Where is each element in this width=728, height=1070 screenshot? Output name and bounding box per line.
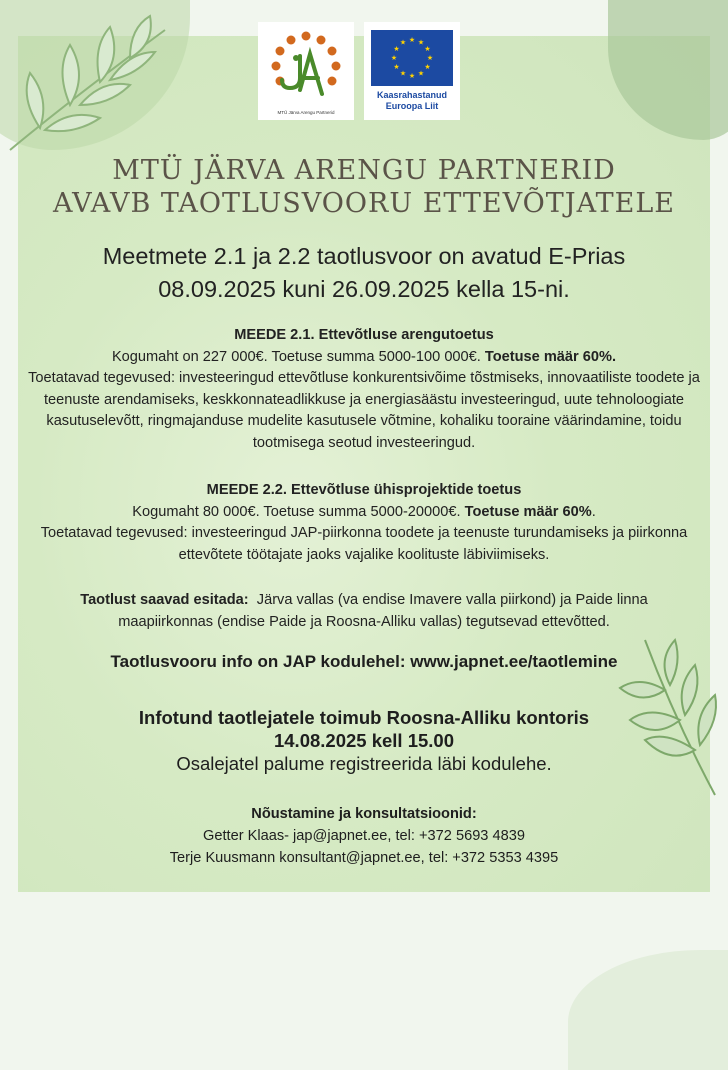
applicants-section	[20, 590, 708, 633]
infotund-line1: Infotund taotlejatele toimub Roosna-Alliku kontoris	[138, 707, 590, 728]
headline-line1: Meetmete 2.1 ja 2.2 taotlusvoor on avatud E-Prias	[102, 243, 626, 269]
svg-text:★: ★	[393, 45, 400, 53]
headline	[0, 240, 728, 306]
eu-flag-icon	[371, 30, 453, 86]
measure-22-section	[20, 480, 708, 566]
svg-text:★: ★	[399, 69, 407, 78]
leaf-branch-icon	[0, 10, 180, 160]
eu-caption	[377, 90, 447, 112]
measure-22-heading: MEEDE 2.2. Ettevõtluse ühisprojektide toetus	[206, 482, 522, 498]
infotund-section	[20, 706, 708, 775]
measure-21-activities: Toetatavad tegevused: investeeringud ettevõtluse konkurentsivõime tõstmiseks, innovaatiliste toodete ja teenuste arendamiseks, keskkonnateadlikkuse ja energiasäästu investeeringud, uute tehnoloogiate kasutuselevõtt, ringmajanduse mudelite kasutusele võtmine, kohaliku tooraine väärindamine, toidu tootmisega seotud investeeringud.	[28, 370, 700, 451]
svg-text:★: ★	[393, 63, 400, 71]
measure-22-amounts: Kogumaht 80 000€. Toetuse summa 5000-20000€.	[132, 503, 461, 520]
jap-emblem-icon	[266, 28, 346, 108]
measure-22-rate-suffix: .	[591, 503, 596, 520]
svg-text:★: ★	[408, 72, 416, 80]
infotund-line2: 14.08.2025 kell 15.00	[273, 730, 455, 751]
contacts-section	[20, 803, 708, 869]
jap-logo-caption: MTÜ Järva Arengu Partnerid	[277, 109, 335, 115]
svg-text:★: ★	[390, 54, 398, 62]
title-line2: AVAVB TAOTLUSVOORU ETTEVÕTJATELE	[52, 188, 676, 219]
jap-logo	[258, 22, 354, 120]
eu-caption-line2: Euroopa Liit	[385, 101, 439, 111]
svg-text:★: ★	[399, 38, 407, 47]
applicants-label: Taotlust saavad esitada:	[80, 592, 249, 608]
measure-22-activities: Toetatavad tegevused: investeeringud JAP-piirkonna toodete ja teenuste turundamiseks ja piirkonna ettevõtete töötajate jaoks vajalike koolituste läbiviimiseks.	[40, 525, 688, 563]
measure-22-rate: Toetuse määr 60%	[464, 503, 592, 520]
logo-row	[258, 22, 460, 120]
svg-text:★: ★	[417, 69, 425, 78]
info-link[interactable]: Taotlusvooru info on JAP kodulehel: www.japnet.ee/taotlemine	[110, 652, 618, 671]
eu-logo	[364, 22, 460, 120]
svg-text:★: ★	[417, 38, 425, 47]
contact-person-2: Terje Kuusmann konsultant@japnet.ee, tel: +372 5353 4395	[169, 850, 559, 866]
svg-text:★: ★	[424, 63, 431, 71]
measure-21-rate: Toetuse määr 60%.	[484, 348, 617, 365]
svg-text:★: ★	[424, 45, 431, 53]
applicants-text: Järva vallas (va endise Imavere valla piirkond) ja Paide linna maapiirkonnas (endise Paide ja Roosna-Alliku vallas) tegutsevad ettevõtted.	[118, 592, 648, 630]
svg-text:★: ★	[408, 36, 416, 44]
decor-blob-bottom-right	[568, 950, 728, 1070]
measure-21-heading: MEEDE 2.1. Ettevõtluse arengutoetus	[234, 327, 494, 343]
measure-21-amounts: Kogumaht on 227 000€. Toetuse summa 5000-100 000€.	[111, 348, 481, 365]
headline-line2: 08.09.2025 kuni 26.09.2025 kella 15-ni.	[158, 276, 570, 302]
infotund-line3: Osalejatel palume registreerida läbi kodulehe.	[176, 753, 552, 774]
svg-text:★: ★	[426, 54, 434, 62]
contacts-heading: Nõustamine ja konsultatsioonid:	[251, 806, 477, 822]
eu-caption-line1: Kaasrahastanud	[376, 90, 448, 100]
contact-person-1: Getter Klaas- jap@japnet.ee, tel: +372 5693 4839	[203, 828, 525, 844]
page-title	[0, 154, 728, 220]
title-line1: MTÜ JÄRVA ARENGU PARTNERID	[112, 155, 616, 186]
measure-21-section	[20, 325, 708, 454]
